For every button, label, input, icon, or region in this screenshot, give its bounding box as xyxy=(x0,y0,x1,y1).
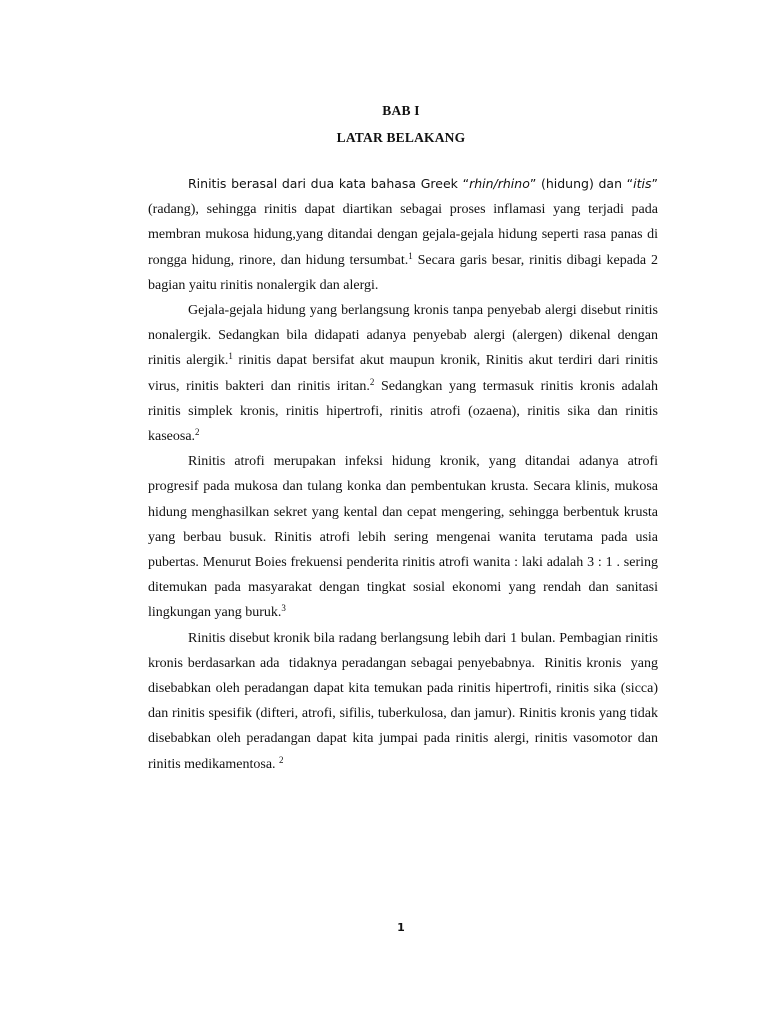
chapter-number: BAB I xyxy=(382,103,420,118)
text-run: (radang), sehingga rinitis dapat diartikan sebagai proses inflamasi yang terjadi pada membran mukosa hidung,yang ditandai dengan gejala-gejala hidung seperti rasa panas di rongga hidung, rinore, dan hidung tersumbat. xyxy=(148,202,658,268)
paragraph-1 xyxy=(148,171,658,298)
paragraph-4 xyxy=(148,626,658,777)
text-run: ” xyxy=(651,176,658,191)
italic-term: rhin/rhino xyxy=(469,176,530,191)
footnote-ref: 2 xyxy=(279,754,284,765)
text-run: Rinitis disebut kronik bila radang berlangsung lebih dari 1 bulan. Pembagian rinitis kronis berdasarkan ada tidaknya peradangan sebagai penyebabnya. Rinitis kronis yang disebabkan oleh peradangan dapat kita temukan pada rinitis hipertrofi, rinitis sika (sicca) dan rinitis spesifik (difteri, atrofi, sifilis, tuberkulosa, dan jamur). Rinitis kronis yang tidak disebabkan oleh peradangan dapat kita jumpai pada rinitis alergi, rinitis vasomotor dan rinitis medikamentosa. xyxy=(148,630,658,772)
footnote-ref: 1 xyxy=(408,250,413,261)
text-run: Sedangkan yang termasuk rinitis kronis adalah rinitis simplek kronis, rinitis hipertrofi, rinitis atrofi (ozaena), rinitis sika dan rinitis kaseosa. xyxy=(148,378,658,445)
body-text xyxy=(148,171,658,777)
text-run: ” (hidung) dan “ xyxy=(529,176,634,191)
text-run: Secara garis besar, rinitis dibagi kepada 2 bagian yaitu rinitis nonalergik dan alergi. xyxy=(148,252,658,293)
footnote-ref: 2 xyxy=(369,376,375,387)
footnote-ref: 2 xyxy=(195,427,200,438)
text-run: rinitis dapat bersifat akut maupun kronik, Rinitis akut terdiri dari rinitis virus, rinitis bakteri dan rinitis iritan. xyxy=(148,353,658,394)
text-run: Rinitis berasal dari dua kata bahasa Greek “ xyxy=(188,176,470,191)
paragraph-2 xyxy=(148,298,658,449)
footnote-ref: 1 xyxy=(228,351,233,362)
footnote-ref: 3 xyxy=(281,603,286,614)
text-run: Rinitis atrofi merupakan infeksi hidung kronik, yang ditandai adanya atrofi progresif pada mukosa dan tulang konka dan pembentukan krusta. Secara klinis, mukosa hidung menghasilkan sekret yang kental dan cepat mengering, sehingga berbentuk krusta yang berbau busuk. Rinitis atrofi lebih sering mengenai wanita terutama pada usia pubertas. Menurut Boies frekuensi penderita rinitis atrofi wanita : laki adalah 3 : 1 . sering ditemukan pada masyarakat dengan tingkat sosial ekonomi yang rendah dan sanitasi lingkungan yang buruk. xyxy=(148,454,658,621)
chapter-title: LATAR BELAKANG xyxy=(336,130,466,145)
page-number: 1 xyxy=(397,921,405,934)
text-run: Gejala-gejala hidung yang berlangsung kronis tanpa penyebab alergi disebut rinitis nonalergik. Sedangkan bila didapati adanya penyebab alergi (alergen) dikenal dengan rinitis alergik. xyxy=(148,303,658,369)
italic-term: itis xyxy=(633,176,652,191)
paragraph-3 xyxy=(148,449,658,625)
paragraph-1-lead xyxy=(188,176,658,191)
